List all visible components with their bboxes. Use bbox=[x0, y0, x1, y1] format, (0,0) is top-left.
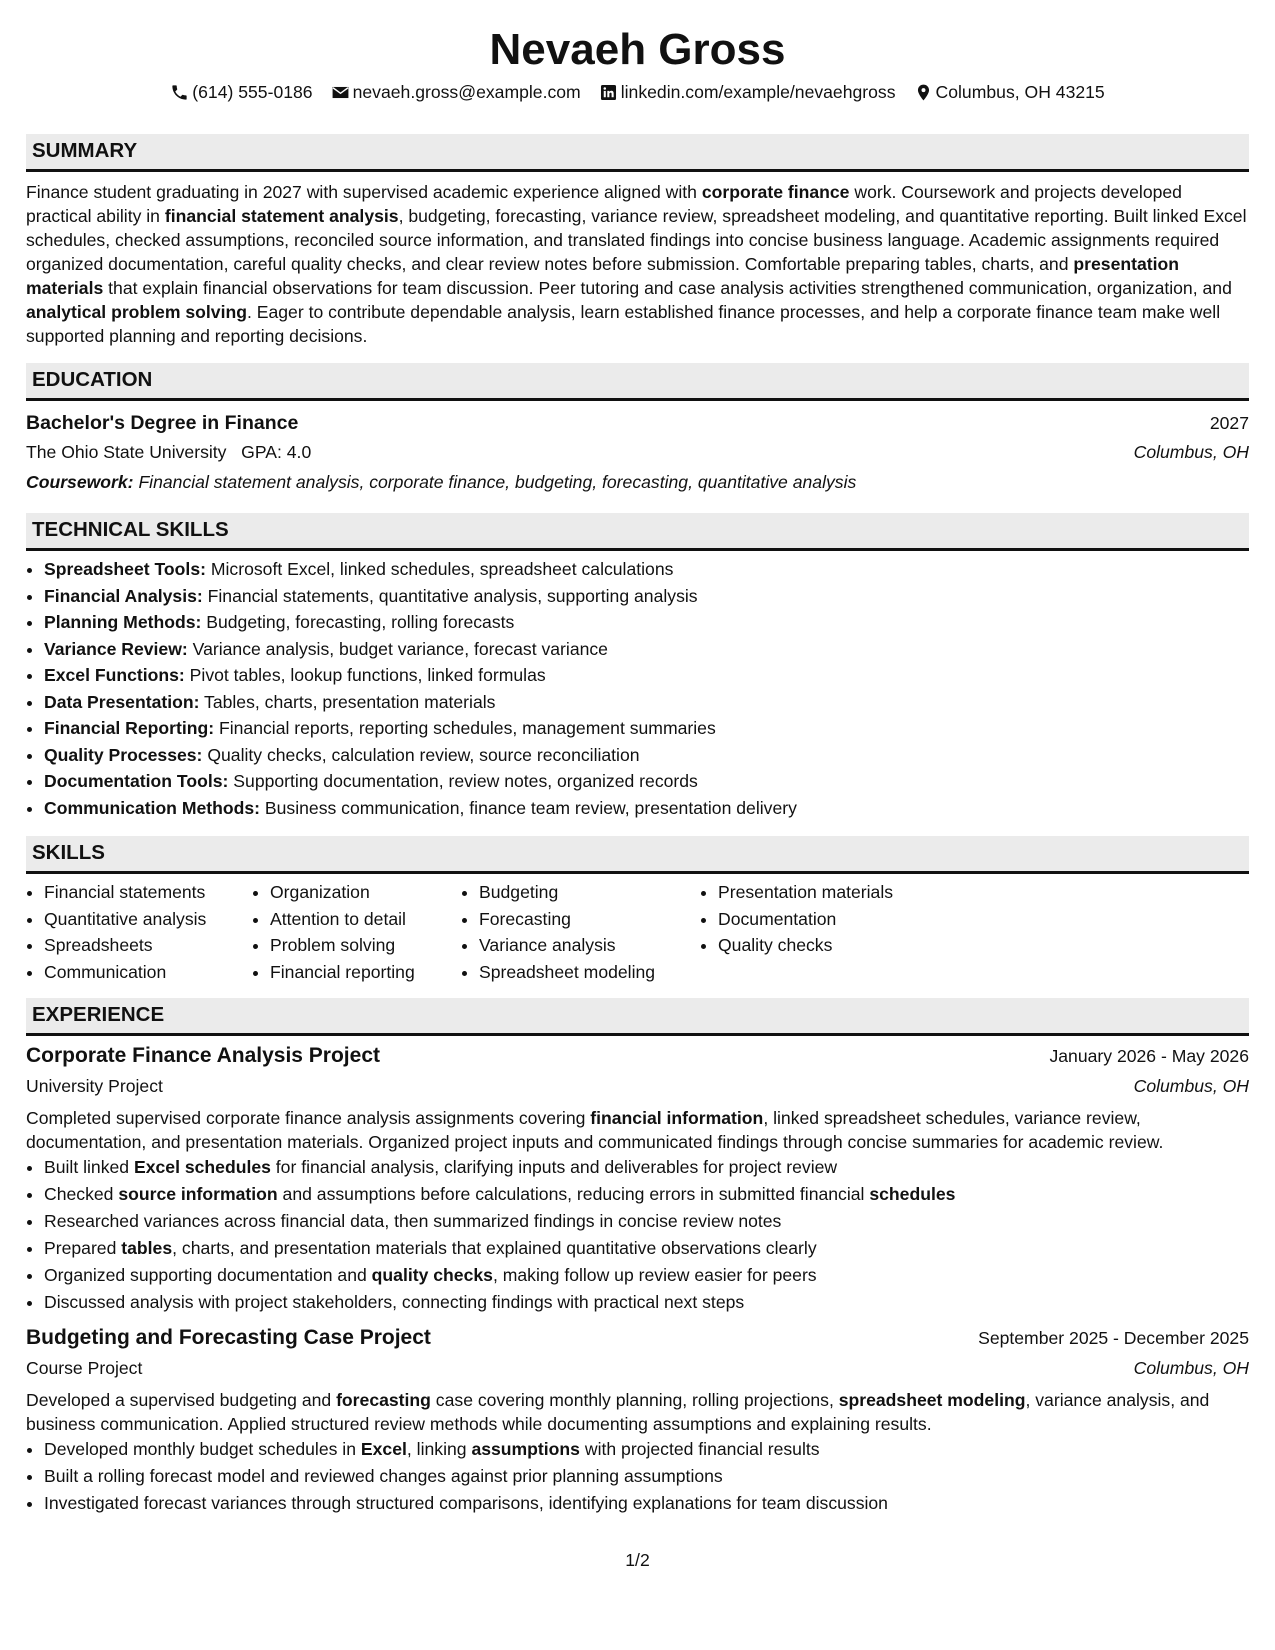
technical-skill-label: Communication Methods: bbox=[44, 797, 261, 818]
emphasis-text: tables bbox=[121, 1238, 173, 1258]
job-organization: University Project bbox=[26, 1076, 163, 1096]
technical-skill-label: Variance Review: bbox=[44, 638, 188, 659]
technical-skill-label: Data Presentation: bbox=[44, 691, 200, 712]
text-run: for financial analysis, clarifying inputs and deliverables for project review bbox=[270, 1157, 838, 1177]
text-run: . Eager to contribute dependable analysis, learn established finance processes, and help a corporate finance team make well supported planning and reporting decisions. bbox=[26, 302, 1221, 346]
technical-skill-text: Budgeting, forecasting, rolling forecasts bbox=[206, 612, 515, 632]
job-location: Columbus, OH bbox=[1133, 1358, 1249, 1378]
job-bullet bbox=[44, 1436, 1249, 1463]
text-run: Built linked bbox=[44, 1157, 134, 1177]
technical-skill-label: Financial Analysis: bbox=[44, 585, 203, 606]
skills-column bbox=[252, 879, 461, 985]
school-name: The Ohio State University bbox=[26, 442, 227, 462]
job-title: Corporate Finance Analysis Project bbox=[26, 1044, 380, 1067]
phone-text: (614) 555-0186 bbox=[192, 82, 313, 102]
emphasis-text: analytical problem solving bbox=[26, 302, 247, 322]
section-heading-education: EDUCATION bbox=[26, 363, 1249, 401]
technical-skill-label: Quality Processes: bbox=[44, 744, 203, 765]
skill-item: • Forecasting bbox=[479, 906, 700, 933]
emphasis-text: corporate finance bbox=[701, 182, 850, 202]
text-run: Finance student graduating in 2027 with supervised academic experience aligned with bbox=[26, 182, 702, 202]
technical-skill-item bbox=[44, 662, 1249, 689]
school-line bbox=[26, 437, 311, 467]
text-run: Investigated forecast variances through structured comparisons, identifying explanations for team discussion bbox=[44, 1493, 888, 1513]
technical-skill-item bbox=[44, 715, 1249, 742]
job-bullet bbox=[44, 1490, 1249, 1517]
resume-page bbox=[26, 0, 1249, 1517]
technical-skill-item bbox=[44, 795, 1249, 822]
text-run: , variance analysis, and business communication. Applied structured review methods while documenting assumptions and explaining results. bbox=[26, 1390, 1210, 1434]
technical-skill-text: Financial reports, reporting schedules, management summaries bbox=[218, 718, 716, 738]
map-pin-icon bbox=[914, 83, 933, 102]
text-run: , linked spreadsheet schedules, variance review, documentation, and presentation materials. Organized project inputs and communicated findings through concise summaries for academic review. bbox=[26, 1108, 1164, 1152]
text-run: Built a rolling forecast model and reviewed changes against prior planning assumptions bbox=[44, 1466, 723, 1486]
job-description bbox=[26, 1106, 1249, 1154]
candidate-name: Nevaeh Gross bbox=[489, 25, 786, 74]
technical-skill-text: Microsoft Excel, linked schedules, spreadsheet calculations bbox=[210, 559, 674, 579]
job-bullets bbox=[26, 1436, 1249, 1517]
technical-skills-list bbox=[26, 556, 1249, 821]
job-bullets bbox=[26, 1154, 1249, 1316]
location-text: Columbus, OH 43215 bbox=[935, 82, 1105, 102]
skill-item: • Quality checks bbox=[718, 932, 958, 959]
skill-item: • Spreadsheets bbox=[44, 932, 252, 959]
technical-skill-label: Excel Functions: bbox=[44, 665, 185, 685]
coursework-line bbox=[26, 467, 1249, 497]
technical-skill-item bbox=[44, 556, 1249, 583]
text-run: case covering monthly planning, rolling projections, bbox=[430, 1390, 839, 1410]
text-run: Checked bbox=[44, 1184, 119, 1204]
summary-paragraph bbox=[26, 180, 1249, 348]
skill-item: • Budgeting bbox=[479, 879, 700, 906]
skill-item: • Spreadsheet modeling bbox=[479, 959, 700, 986]
technical-skill-label: Spreadsheet Tools: bbox=[44, 559, 206, 579]
text-run: Completed supervised corporate finance analysis assignments covering bbox=[26, 1108, 591, 1128]
text-run: Developed monthly budget schedules in bbox=[44, 1439, 361, 1459]
contact-phone[interactable] bbox=[170, 80, 312, 104]
technical-skill-label: Planning Methods: bbox=[44, 612, 202, 632]
job-bullet bbox=[44, 1235, 1249, 1262]
phone-icon bbox=[170, 83, 189, 102]
skill-item: • Documentation bbox=[718, 906, 958, 933]
emphasis-text: quality checks bbox=[371, 1265, 493, 1285]
contact-location bbox=[914, 80, 1105, 104]
text-run: , linking bbox=[406, 1439, 472, 1459]
email-text: nevaeh.gross@example.com bbox=[352, 82, 581, 102]
school-location: Columbus, OH bbox=[1133, 442, 1249, 462]
emphasis-text: source information bbox=[118, 1184, 278, 1204]
job-organization: Course Project bbox=[26, 1358, 143, 1378]
linkedin-text: linkedin.com/example/nevaehgross bbox=[620, 82, 896, 102]
degree-title: Bachelor's Degree in Finance bbox=[26, 412, 299, 434]
envelope-icon bbox=[331, 83, 350, 102]
section-heading-experience: EXPERIENCE bbox=[26, 998, 1249, 1036]
contact-email[interactable] bbox=[331, 80, 581, 104]
emphasis-text: assumptions bbox=[471, 1439, 580, 1459]
text-run: with projected financial results bbox=[579, 1439, 820, 1459]
technical-skill-item bbox=[44, 768, 1249, 795]
skill-item: • Variance analysis bbox=[479, 932, 700, 959]
emphasis-text: schedules bbox=[869, 1184, 956, 1204]
text-run: Prepared bbox=[44, 1238, 122, 1258]
technical-skill-label: Financial Reporting: bbox=[44, 718, 215, 738]
job-location: Columbus, OH bbox=[1133, 1076, 1249, 1096]
emphasis-text: presentation materials bbox=[26, 254, 1179, 298]
emphasis-text: forecasting bbox=[336, 1390, 431, 1410]
technical-skill-item bbox=[44, 742, 1249, 769]
skills-column bbox=[461, 879, 700, 985]
job-bullet bbox=[44, 1463, 1249, 1490]
text-run: Discussed analysis with project stakeholders, connecting findings with practical next steps bbox=[44, 1292, 745, 1312]
coursework-text: Financial statement analysis, corporate finance, budgeting, forecasting, quantitative analysis bbox=[138, 472, 857, 492]
experience-entry bbox=[26, 1322, 1249, 1517]
section-heading-skills: SKILLS bbox=[26, 836, 1249, 874]
skill-item: • Communication bbox=[44, 959, 252, 986]
text-run: work. Coursework and projects developed practical ability in bbox=[26, 182, 1182, 226]
section-heading-summary: SUMMARY bbox=[26, 134, 1249, 172]
technical-skill-text: Tables, charts, presentation materials bbox=[204, 691, 496, 712]
education-entry bbox=[26, 409, 1249, 497]
text-run: Researched variances across financial data, then summarized findings in concise review notes bbox=[44, 1211, 782, 1231]
emphasis-text: Excel schedules bbox=[133, 1157, 271, 1177]
technical-skill-text: Business communication, finance team review, presentation delivery bbox=[264, 797, 797, 818]
technical-skill-item bbox=[44, 609, 1249, 636]
coursework-label: Coursework: bbox=[26, 472, 134, 492]
linkedin-icon bbox=[599, 83, 618, 102]
graduation-year: 2027 bbox=[1209, 413, 1249, 433]
text-run: Developed a supervised budgeting and bbox=[26, 1390, 337, 1410]
technical-skill-text: Variance analysis, budget variance, forecast variance bbox=[192, 638, 608, 659]
experience-entry bbox=[26, 1040, 1249, 1316]
technical-skill-text: Pivot tables, lookup functions, linked formulas bbox=[189, 665, 546, 685]
gpa: GPA: 4.0 bbox=[241, 442, 312, 462]
skill-item: • Presentation materials bbox=[718, 879, 958, 906]
technical-skill-item bbox=[44, 689, 1249, 716]
job-bullet bbox=[44, 1181, 1249, 1208]
page-number: 1/2 bbox=[625, 1550, 650, 1570]
technical-skill-item bbox=[44, 583, 1249, 610]
text-run: , budgeting, forecasting, variance review, spreadsheet modeling, and quantitative reporting. Built linked Excel schedules, checked assumptions, reconciled source information, and translated findings into concise business language. Academic assignments required organized documentation, careful quality checks, and clear review notes before submission. Comfortable preparing tables, charts, and bbox=[26, 206, 1247, 274]
emphasis-text: financial statement analysis bbox=[164, 206, 399, 226]
text-run: that explain financial observations for team discussion. Peer tutoring and case analysis activities strengthened communication, organization, and bbox=[103, 278, 1232, 298]
skill-item: • Problem solving bbox=[270, 932, 461, 959]
job-bullet bbox=[44, 1208, 1249, 1235]
job-title: Budgeting and Forecasting Case Project bbox=[26, 1326, 431, 1349]
skill-item: • Financial reporting bbox=[270, 959, 461, 986]
skills-column bbox=[700, 879, 958, 985]
job-description bbox=[26, 1388, 1249, 1436]
skill-item: • Organization bbox=[270, 879, 461, 906]
technical-skill-item bbox=[44, 636, 1249, 663]
section-heading-technical-skills: TECHNICAL SKILLS bbox=[26, 513, 1249, 551]
text-run: Organized supporting documentation and bbox=[44, 1265, 372, 1285]
text-run: , making follow up review easier for peers bbox=[492, 1265, 817, 1285]
experience-list bbox=[26, 1040, 1249, 1517]
contact-bar bbox=[26, 80, 1249, 104]
job-bullet bbox=[44, 1262, 1249, 1289]
technical-skill-label: Documentation Tools: bbox=[44, 771, 229, 791]
skill-item: • Financial statements bbox=[44, 879, 252, 906]
job-dates: January 2026 - May 2026 bbox=[1049, 1046, 1249, 1066]
text-run: and assumptions before calculations, reducing errors in submitted financial bbox=[277, 1184, 870, 1204]
skills-columns bbox=[26, 879, 1249, 985]
skills-column bbox=[26, 879, 252, 985]
technical-skill-text: Financial statements, quantitative analysis, supporting analysis bbox=[207, 585, 698, 606]
emphasis-text: Excel bbox=[360, 1439, 407, 1459]
text-run: , charts, and presentation materials that explained quantitative observations clearly bbox=[172, 1238, 817, 1258]
technical-skill-text: Quality checks, calculation review, source reconciliation bbox=[207, 744, 640, 765]
contact-linkedin[interactable] bbox=[599, 80, 896, 104]
skill-item: • Quantitative analysis bbox=[44, 906, 252, 933]
skill-item: • Attention to detail bbox=[270, 906, 461, 933]
emphasis-text: financial information bbox=[590, 1108, 764, 1128]
job-bullet bbox=[44, 1154, 1249, 1181]
job-dates: September 2025 - December 2025 bbox=[978, 1328, 1249, 1348]
emphasis-text: spreadsheet modeling bbox=[838, 1390, 1026, 1410]
job-bullet bbox=[44, 1289, 1249, 1316]
technical-skill-text: Supporting documentation, review notes, organized records bbox=[233, 771, 698, 791]
